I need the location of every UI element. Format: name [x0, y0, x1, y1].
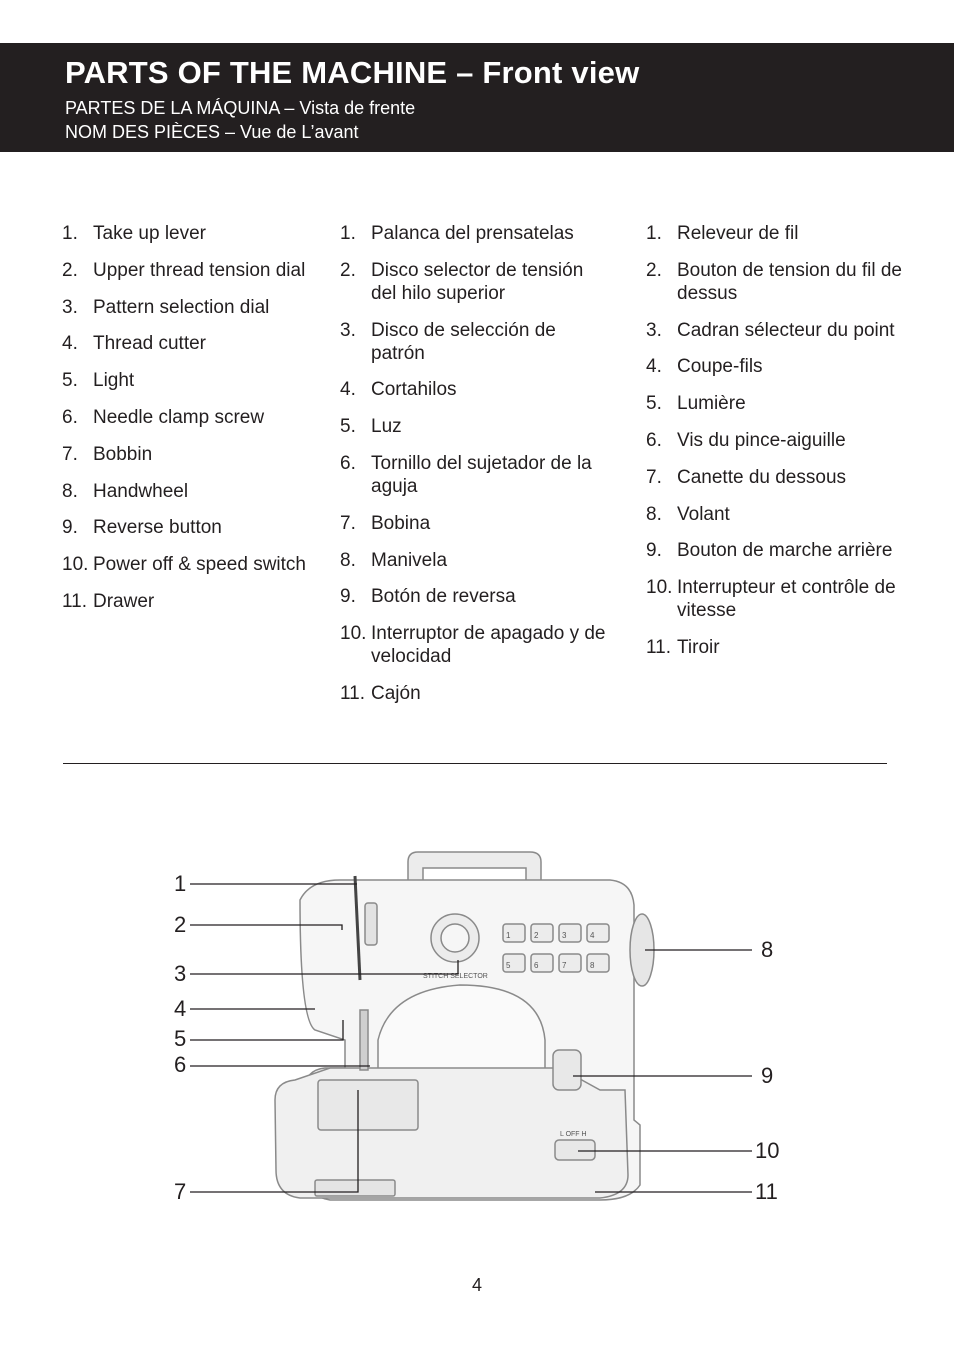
list-item — [340, 622, 612, 668]
item-number: 11. — [646, 636, 672, 658]
callout-number: 5 — [174, 1026, 187, 1051]
pattern-dial-center — [441, 924, 469, 952]
stitch-number: 3 — [562, 931, 567, 940]
callout-number: 3 — [174, 961, 187, 986]
item-number: 6. — [340, 452, 356, 474]
page-title: PARTS OF THE MACHINE – Front view — [65, 55, 640, 90]
stitch-number: 8 — [590, 961, 595, 970]
needle-bar — [360, 1010, 368, 1070]
list-item — [62, 259, 312, 282]
stitch-number: 2 — [534, 931, 539, 940]
item-number: 1. — [62, 223, 78, 244]
list-item — [340, 585, 612, 608]
stitch-number: 5 — [506, 961, 511, 970]
item-number: 2. — [340, 259, 356, 281]
item-number: 1. — [340, 223, 356, 244]
list-item — [646, 319, 906, 342]
list-item — [646, 636, 906, 659]
list-item — [62, 296, 312, 319]
list-item — [62, 480, 312, 503]
list-item — [646, 392, 906, 415]
callout-number: 6 — [174, 1052, 187, 1077]
speed-switch — [555, 1140, 595, 1160]
item-number: 7. — [340, 512, 356, 534]
item-number: 5. — [646, 393, 662, 415]
item-number: 2. — [62, 259, 78, 281]
item-label: Take up lever — [93, 223, 207, 244]
list-item — [340, 549, 612, 572]
stitch-number: 4 — [590, 931, 595, 940]
item-label: Disco de selección de patrón — [371, 319, 556, 364]
reverse-button — [553, 1050, 581, 1090]
list-item — [340, 378, 612, 401]
item-number: 10. — [62, 554, 89, 576]
list-item — [62, 443, 312, 466]
callout-number: 10 — [755, 1138, 780, 1163]
item-label: Bouton de tension du fil de dessus — [677, 259, 903, 304]
item-label: Power off & speed switch — [93, 554, 306, 576]
stitch-number: 7 — [562, 961, 567, 970]
stitch-selector-label: STITCH SELECTOR — [423, 973, 488, 980]
item-label: Interrupteur et contrôle de vitesse — [677, 577, 896, 622]
list-item — [646, 539, 906, 562]
callout-number: 9 — [761, 1063, 774, 1088]
item-number: 11. — [340, 682, 366, 704]
item-number: 7. — [62, 443, 78, 465]
parts-list-english — [62, 222, 312, 627]
sewing-plate — [318, 1080, 418, 1130]
item-label: Reverse button — [93, 517, 222, 539]
item-label: Thread cutter — [93, 333, 206, 355]
item-number: 8. — [340, 549, 356, 571]
item-label: Manivela — [371, 549, 448, 571]
callout-number: 7 — [174, 1179, 187, 1204]
item-label: Volant — [677, 503, 730, 525]
item-number: 3. — [340, 319, 356, 341]
list-item — [646, 259, 906, 305]
item-number: 3. — [62, 296, 78, 318]
item-number: 8. — [62, 480, 78, 502]
item-label: Drawer — [93, 590, 155, 612]
list-item — [340, 452, 612, 498]
item-number: 9. — [646, 540, 662, 562]
item-label: Disco selector de tensión del hilo superior — [371, 259, 584, 304]
sewing-machine-illustration — [275, 852, 654, 1200]
item-label: Palanca del prensatelas — [371, 223, 574, 244]
item-label: Tornillo del sujetador de la aguja — [371, 452, 592, 497]
callout-number: 8 — [761, 937, 774, 962]
item-label: Releveur de fil — [677, 223, 799, 244]
callout-number: 1 — [174, 871, 187, 896]
item-label: Botón de reversa — [371, 586, 516, 608]
list-item — [62, 516, 312, 539]
callout-number: 11 — [755, 1179, 778, 1204]
sewing-machine-diagram — [0, 840, 954, 1220]
list-item — [646, 355, 906, 378]
drawer — [315, 1180, 395, 1196]
item-label: Interruptor de apagado y de velocidad — [371, 623, 606, 668]
item-label: Coupe-fils — [677, 356, 763, 378]
item-label: Luz — [371, 416, 402, 438]
item-label: Cadran sélecteur du point — [677, 319, 895, 341]
stitch-number: 1 — [506, 931, 511, 940]
stitch-number: 6 — [534, 961, 539, 970]
switch-label: L OFF H — [560, 1131, 587, 1138]
list-item — [340, 259, 612, 305]
list-item — [646, 429, 906, 452]
list-item — [62, 332, 312, 355]
callout-number: 2 — [174, 912, 187, 937]
callout-number: 4 — [174, 996, 187, 1021]
list-item — [62, 222, 312, 245]
list-item — [340, 319, 612, 365]
item-number: 10. — [340, 623, 367, 645]
list-item — [646, 503, 906, 526]
item-label: Cortahilos — [371, 379, 457, 401]
list-item — [340, 512, 612, 535]
item-label: Light — [93, 370, 135, 392]
item-label: Lumière — [677, 393, 746, 415]
item-number: 10. — [646, 577, 673, 599]
item-number: 4. — [340, 379, 356, 401]
item-label: Bobbin — [93, 443, 153, 465]
item-label: Vis du pince-aiguille — [677, 429, 846, 451]
item-label: Upper thread tension dial — [93, 259, 306, 281]
page-subtitle-fr: NOM DES PIÈCES – Vue de L’avant — [65, 122, 359, 142]
item-number: 6. — [646, 429, 662, 451]
item-label: Pattern selection dial — [93, 296, 270, 318]
list-item — [340, 222, 612, 245]
item-number: 1. — [646, 223, 662, 244]
list-item — [646, 466, 906, 489]
list-item — [646, 222, 906, 245]
item-label: Tiroir — [677, 636, 720, 658]
item-number: 6. — [62, 406, 78, 428]
item-number: 7. — [646, 466, 662, 488]
page-header — [0, 43, 954, 152]
item-number: 2. — [646, 259, 662, 281]
item-number: 4. — [62, 333, 78, 355]
item-number: 5. — [62, 370, 78, 392]
list-item — [62, 590, 312, 613]
parts-list-french — [646, 222, 906, 673]
list-item — [62, 553, 312, 576]
list-item — [62, 369, 312, 392]
parts-list-spanish — [340, 222, 612, 719]
item-number: 9. — [62, 517, 78, 539]
list-item — [646, 576, 906, 622]
page-subtitle-es: PARTES DE LA MÁQUINA – Vista de frente — [65, 98, 416, 118]
item-label: Handwheel — [93, 480, 189, 502]
page-number: 4 — [471, 1275, 482, 1295]
item-number: 4. — [646, 356, 662, 378]
item-label: Cajón — [371, 682, 421, 704]
item-label: Bouton de marche arrière — [677, 540, 893, 562]
section-divider — [63, 763, 887, 764]
item-number: 11. — [62, 590, 88, 612]
list-item — [340, 682, 612, 705]
list-item — [340, 415, 612, 438]
item-label: Needle clamp screw — [93, 406, 265, 428]
tension-dial — [365, 903, 377, 945]
item-number: 9. — [340, 586, 356, 608]
item-number: 8. — [646, 503, 662, 525]
item-number: 5. — [340, 416, 356, 438]
list-item — [62, 406, 312, 429]
item-label: Bobina — [371, 512, 431, 534]
item-label: Canette du dessous — [677, 466, 847, 488]
item-number: 3. — [646, 319, 662, 341]
